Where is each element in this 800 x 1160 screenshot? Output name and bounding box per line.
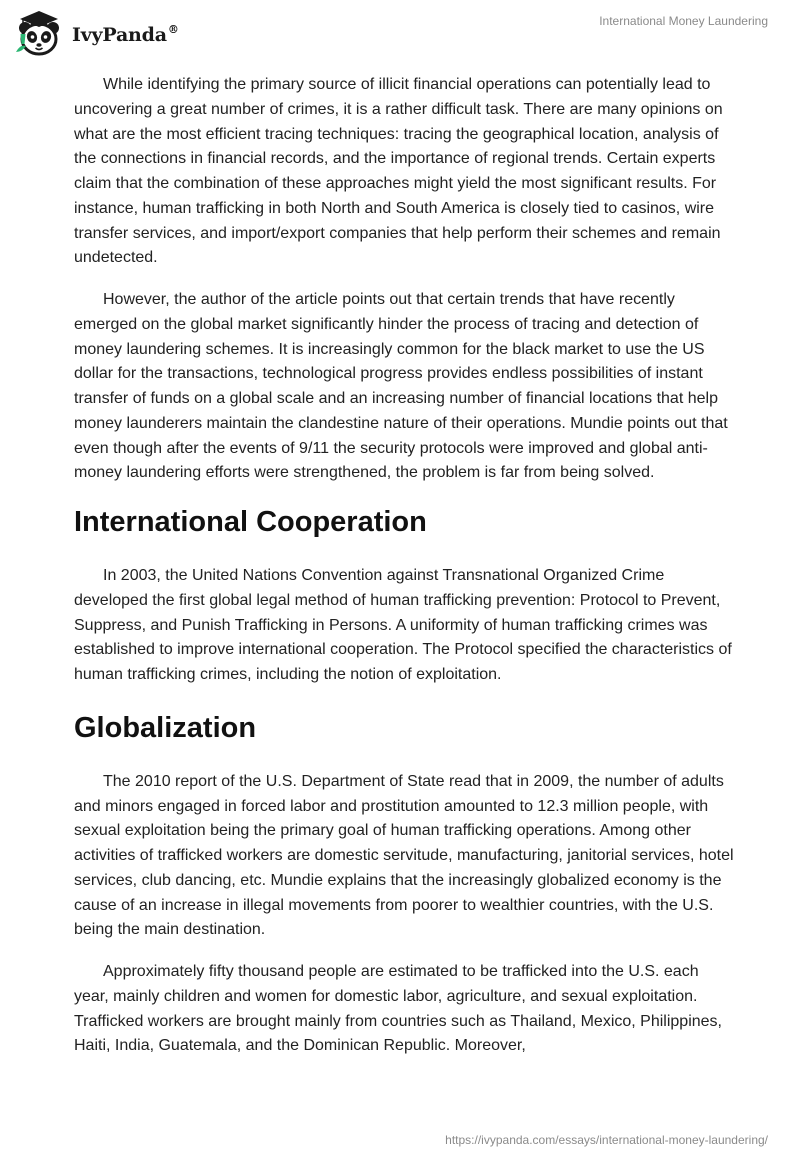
page-header bbox=[0, 0, 800, 64]
paragraph: The 2010 report of the U.S. Department of State read that in 2009, the number of adults and minors engaged in forced labor and prostitution amounted to 12.3 million people, with sexual exploitation being the primary goal of human trafficking operations. Among other activities of trafficked workers are domestic servitude, manufacturing, janitorial services, hotel services, club dancing, etc. Mundie explains that the increasingly globalized economy is the cause of an increase in illegal movements from poorer to wealthier countries, with the U.S. being the main destination. bbox=[74, 772, 734, 939]
brand-logo[interactable] bbox=[12, 8, 179, 58]
source-url[interactable]: https://ivypanda.com/essays/international-money-laundering/ bbox=[445, 1133, 768, 1147]
paragraph: In 2003, the United Nations Convention against Transnational Organized Crime developed the first global legal method of human trafficking prevention: Protocol to Prevent, Suppress, and Punish Trafficking in Persons. A uniformity of human trafficking crimes was established to improve international cooperation. The Protocol specified the characteristics of human trafficking crimes, including the notion of exploitation. bbox=[74, 567, 732, 683]
paragraph: While identifying the primary source of illicit financial operations can potentially lead to uncovering a great number of crimes, it is a rather difficult task. There are many opinions on what are the most efficient tracing techniques: tracing the geographical location, analysis of the connections in financial records, and the importance of regional trends. Certain experts claim that the combination of these approaches might yield the most significant results. For instance, human trafficking in both North and South America is closely tied to casinos, wire transfer services, and import/export companies that help perform their schemes and remain undetected. bbox=[74, 76, 723, 267]
brand-name: IvyPanda® bbox=[72, 22, 179, 46]
section-heading-globalization: Globalization bbox=[74, 711, 257, 744]
paragraph: Approximately fifty thousand people are estimated to be trafficked into the U.S. each year, mainly children and women for domestic labor, agriculture, and sexual exploitation. Trafficked workers are brought mainly from countries such as Thailand, Mexico, Philippines, Haiti, India, Guatemala, and the Dominican Republic. Moreover, bbox=[74, 963, 722, 1055]
section-heading-international-cooperation: International Cooperation bbox=[74, 506, 427, 538]
panda-graduate-icon bbox=[12, 8, 66, 58]
document-title: International Money Laundering bbox=[599, 14, 768, 28]
paragraph: However, the author of the article points out that certain trends that have recently emerged on the global market significantly hinder the process of tracing and detection of money laundering schemes. It is increasingly common for the black market to use the US dollar for the transactions, technological progress provides endless possibilities of instant transfer of funds on a global scale and an increasing number of financial locations that help money launderers maintain the clandestine nature of their operations. Mundie points out that even though after the events of 9/11 the security protocols were improved and global anti-money laundering efforts were strengthened, the problem is far from being solved. bbox=[74, 291, 728, 482]
essay-body bbox=[74, 73, 734, 1076]
